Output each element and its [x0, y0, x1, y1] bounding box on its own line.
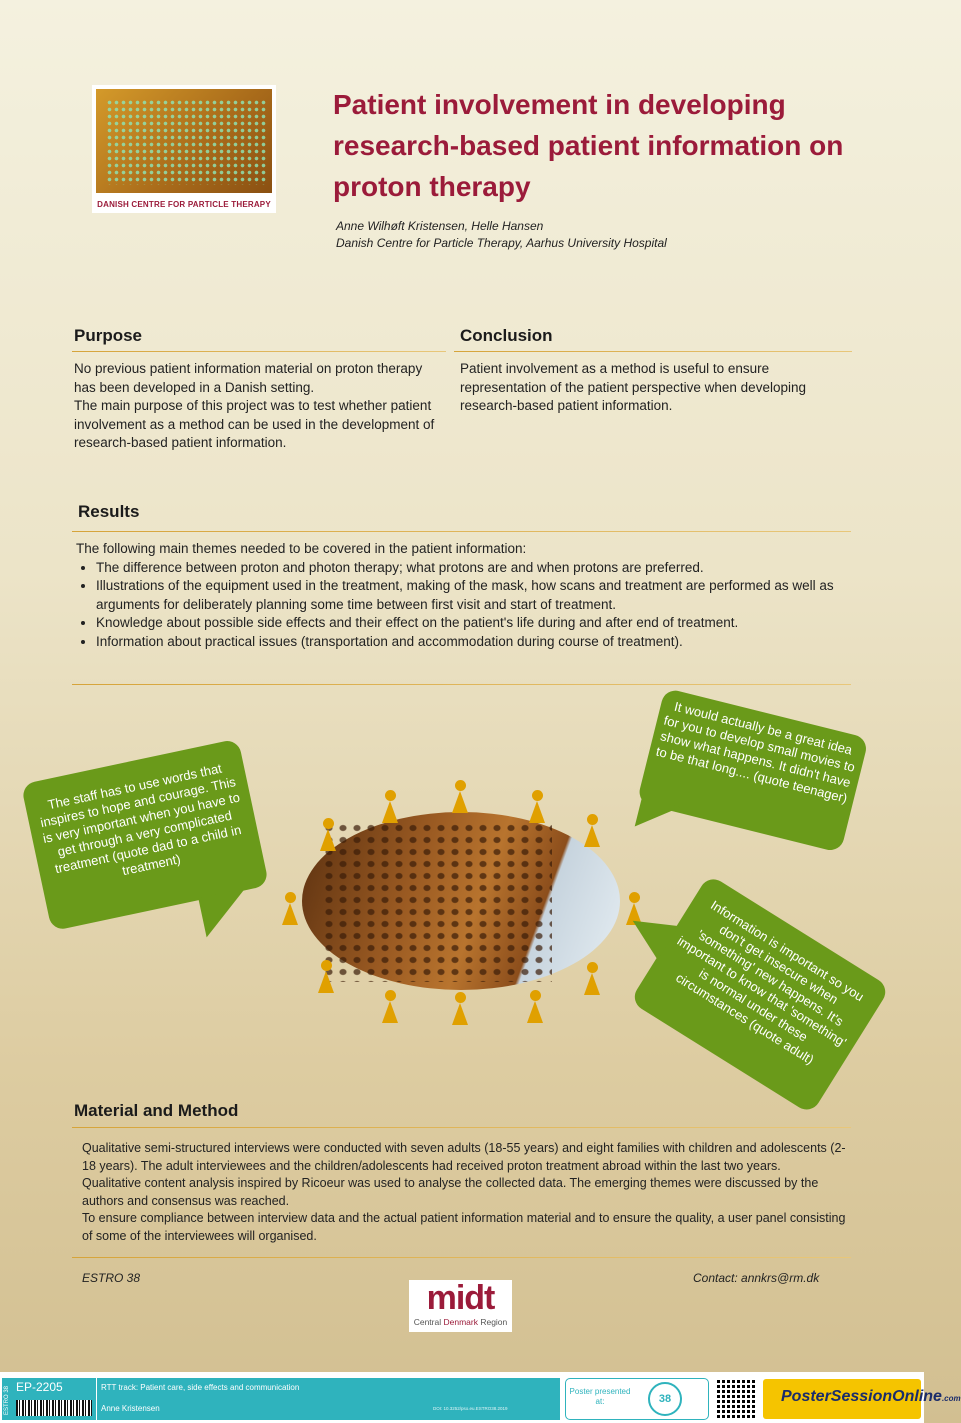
purpose-section	[74, 326, 446, 453]
estro-badge-icon: 38	[648, 1382, 682, 1416]
person-icon	[318, 960, 334, 994]
method-heading: Material and Method	[74, 1101, 239, 1120]
track-label: RTT track: Patient care, side effects and communication	[101, 1383, 300, 1392]
poster-id: EP-2205	[16, 1380, 63, 1394]
results-bottom-rule	[72, 684, 851, 685]
brand-text: PosterSessionOnline.com	[781, 1388, 961, 1405]
purpose-heading: Purpose	[74, 326, 143, 345]
barcode	[16, 1400, 92, 1416]
authors-block	[336, 218, 667, 252]
building-photo	[302, 812, 620, 990]
results-heading: Results	[78, 502, 140, 521]
purpose-p1: No previous patient information material on proton therapy has been developed in a Danish setting.	[74, 361, 423, 395]
person-icon	[452, 780, 468, 814]
conference-label: ESTRO 38	[82, 1271, 141, 1285]
conclusion-rule	[454, 351, 852, 352]
qr-code-icon[interactable]	[717, 1380, 755, 1418]
midt-logo	[409, 1280, 512, 1332]
results-intro: The following main themes needed to be covered in the patient information:	[76, 541, 527, 556]
person-icon	[527, 990, 543, 1024]
poster-id-box	[2, 1378, 96, 1420]
quote-left: The staff has to use words that inspires to hope and courage. This is very important when you have to get through a very complicated treatment (quote dad to a child in treatment)	[21, 738, 269, 931]
purpose-rule	[72, 351, 446, 352]
list-item: • Illustrations of the equipment used in the treatment, making of the mask, how scans and treatment are performed as well as arguments for deliberately planning some time between first visit and start of treatment.	[96, 577, 846, 614]
logo-image	[96, 89, 272, 193]
logo-text: DANISH CENTRE FOR PARTICLE THERAPY	[97, 200, 271, 209]
conclusion-heading: Conclusion	[460, 326, 553, 345]
quote-bottom-right: Information is important so you don't get insecure when 'something' new happens. It's important to know that 'something' is normal under these circumstances (quote adult)	[630, 874, 891, 1115]
method-body	[82, 1140, 852, 1245]
results-body	[76, 540, 846, 651]
person-icon	[382, 790, 398, 824]
list-item: • Information about practical issues (transportation and accommodation during course of treatment).	[96, 633, 846, 652]
track-box	[97, 1378, 560, 1420]
authors: Anne Wilhøft Kristensen, Helle Hansen	[336, 219, 544, 233]
results-rule	[72, 531, 851, 532]
method-p3: To ensure compliance between interview data and the actual patient information material and to ensure the quality, a user panel consisting of some of the interviewees will organised.	[82, 1211, 846, 1243]
conclusion-text: Patient involvement as a method is useful to ensure representation of the patient perspective when developing research-based patient information.	[460, 361, 806, 413]
method-p1: Qualitative semi-structured interviews were conducted with seven adults (18-55 years) and eight families with children and adolescents (2-18 years). The adult interviewees and the children/adolescents had received proton treatment abroad within the last two years.	[82, 1141, 846, 1173]
results-heading-wrap	[78, 502, 139, 522]
postersessiononline-logo[interactable]	[763, 1379, 961, 1419]
quote-bottom-right-wrap	[625, 874, 900, 1128]
side-code: ESTRO 38	[4, 1385, 10, 1415]
method-rule	[72, 1127, 851, 1128]
affiliation: Danish Centre for Particle Therapy, Aarhus University Hospital	[336, 236, 667, 250]
poster-title: Patient involvement in developing research-based patient information on proton therapy	[333, 89, 844, 202]
person-icon	[452, 992, 468, 1026]
doi: DOI: 10.3252/pso.eu.ESTRO38.2019	[433, 1406, 508, 1411]
quote-left-wrap	[21, 736, 291, 971]
purpose-p2: The main purpose of this project was to test whether patient involvement as a method can be used in the development of research-based patient information.	[74, 398, 435, 450]
person-icon	[584, 814, 600, 848]
person-icon	[529, 790, 545, 824]
contact-label: Contact: annkrs@rm.dk	[693, 1271, 820, 1285]
quote-top-right: It would actually be a great idea for you to develop small movies to show what happens. It didn't have to be that long.... (quote teenager)	[637, 688, 869, 853]
results-list	[76, 559, 846, 652]
presented-label: Poster presented at:	[569, 1387, 631, 1406]
midt-logo-text: midt	[426, 1279, 495, 1317]
list-item: • The difference between proton and photon therapy; what protons are and when protons are preferred.	[96, 559, 846, 578]
person-icon	[320, 818, 336, 852]
person-icon	[382, 990, 398, 1024]
dcpt-logo	[92, 85, 276, 213]
conclusion-section	[460, 326, 852, 416]
method-p2: Qualitative content analysis inspired by Ricoeur was used to analyse the collected data. The emerging themes were discussed by the authors and consensus was reached.	[82, 1176, 819, 1208]
presented-box	[565, 1378, 709, 1420]
quote-top-right-wrap	[631, 688, 876, 877]
method-heading-wrap	[74, 1101, 238, 1121]
person-icon	[584, 962, 600, 996]
method-bottom-rule	[72, 1257, 851, 1258]
quote-left-tail	[198, 888, 253, 937]
list-item: • Knowledge about possible side effects and their effect on the patient's life during and after end of treatment.	[96, 614, 846, 633]
presenter-name: Anne Kristensen	[101, 1404, 160, 1413]
midt-logo-sub: Central Denmark Region	[413, 1317, 508, 1327]
